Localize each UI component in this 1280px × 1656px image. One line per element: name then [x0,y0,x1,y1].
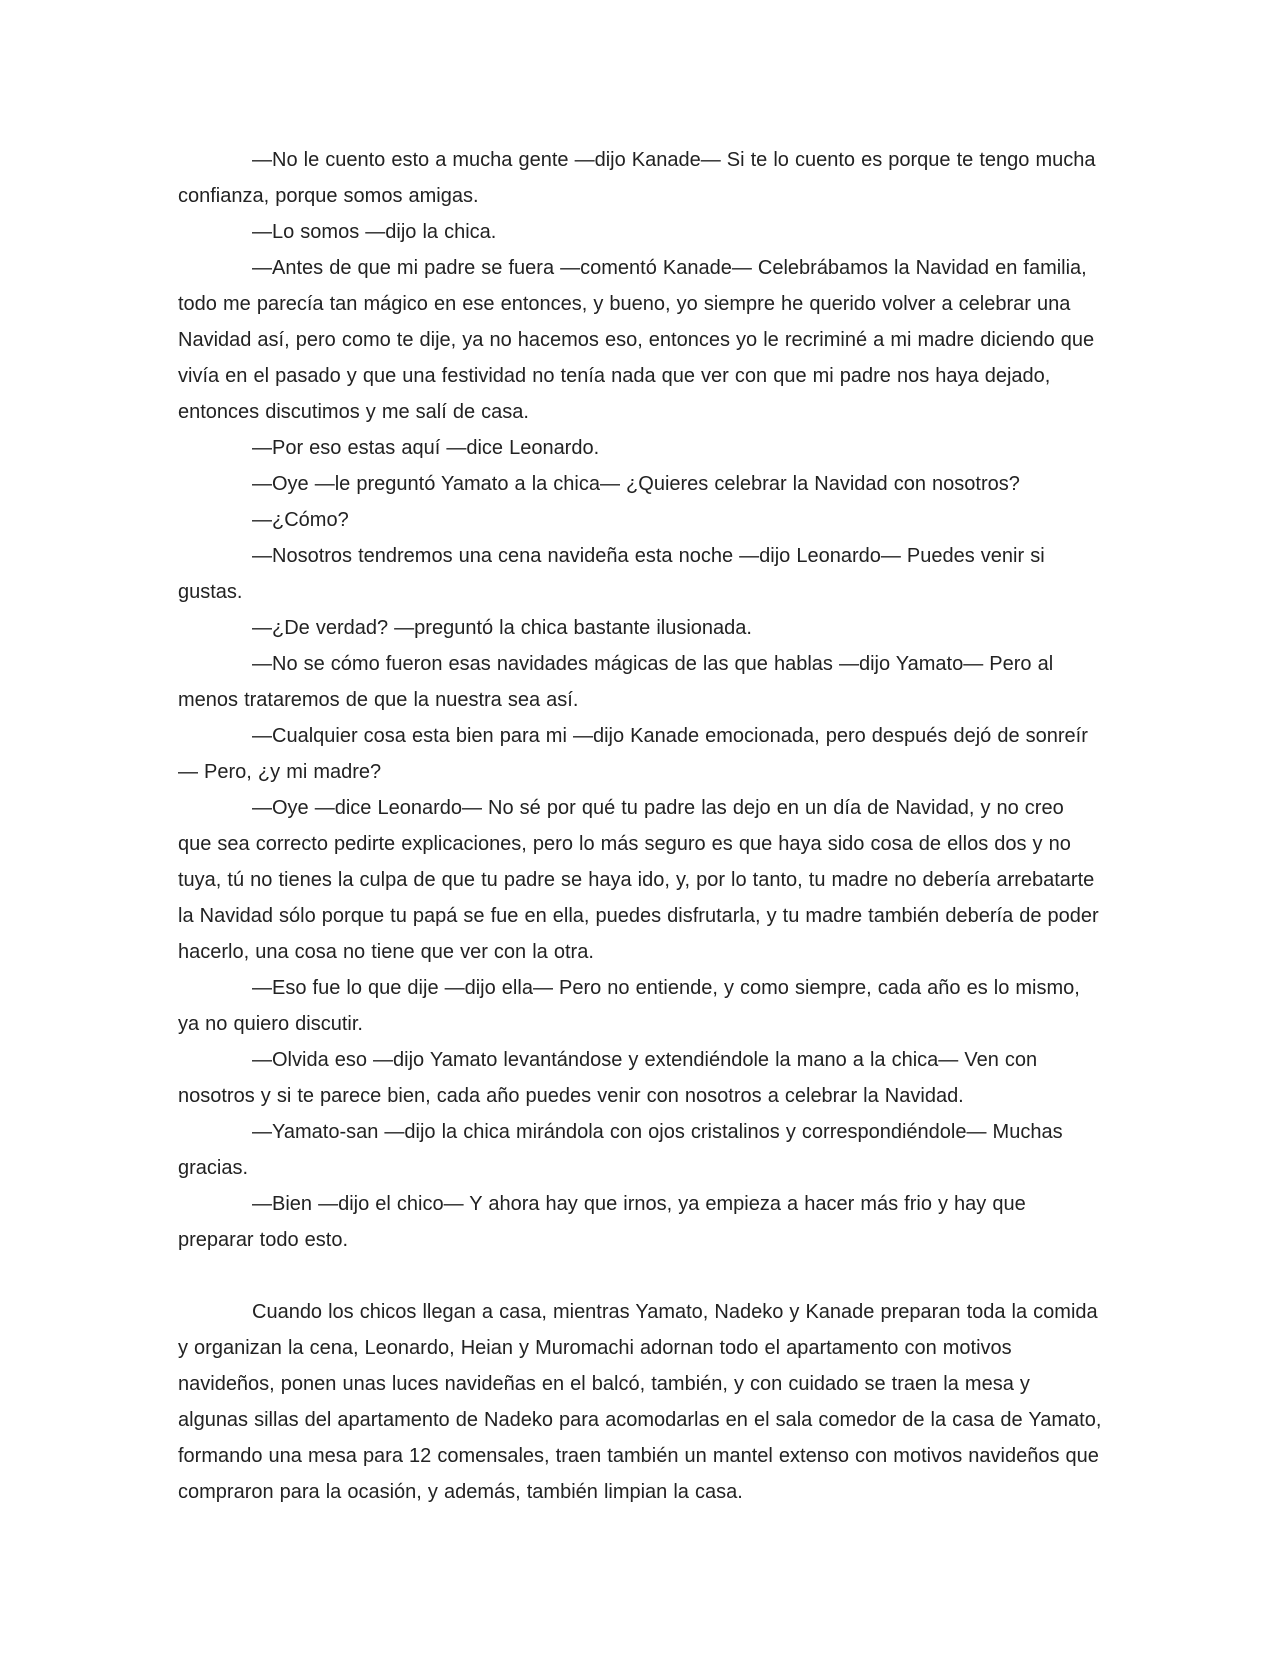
dialogue-paragraph: —Yamato-san —dijo la chica mirándola con ojos cristalinos y correspondiéndole— Muchas gracias. [178,1121,1063,1179]
dialogue-paragraph: —¿De verdad? —preguntó la chica bastante ilusionada. [252,617,752,639]
dialogue-paragraph: —Antes de que mi padre se fuera —comentó Kanade— Celebrábamos la Navidad en familia, todo me parecía tan mágico en ese entonces, y bueno, yo siempre he querido volver a celebrar una Navidad así, pero como te dije, ya no hacemos eso, entonces yo le recriminé a mi madre diciendo que vivía en el pasado y que una festividad no tenía nada que ver con que mi padre nos haya dejado, entonces discutimos y me salí de casa. [178,257,1095,423]
dialogue-paragraph: —Oye —dice Leonardo— No sé por qué tu padre las dejo en un día de Navidad, y no creo que sea correcto pedirte explicaciones, pero lo más seguro es que haya sido cosa de ellos dos y no tuya, tú no tienes la culpa de que tu padre se haya ido, y, por lo tanto, tu madre no debería arrebatarte la Navidad sólo porque tu papá se fue en ella, puedes disfrutarla, y tu madre también debería de poder hacerlo, una cosa no tiene que ver con la otra. [178,797,1099,963]
dialogue-paragraph: —No se cómo fueron esas navidades mágicas de las que hablas —dijo Yamato— Pero al menos trataremos de que la nuestra sea así. [178,653,1054,711]
dialogue-paragraph: —Eso fue lo que dije —dijo ella— Pero no entiende, y como siempre, cada año es lo mismo, ya no quiero discutir. [178,977,1080,1035]
dialogue-paragraph: —Lo somos —dijo la chica. [252,221,497,243]
document-page [178,142,1103,1510]
dialogue-paragraph: —Olvida eso —dijo Yamato levantándose y extendiéndole la mano a la chica— Ven con nosotros y si te parece bien, cada año puedes venir con nosotros a celebrar la Navidad. [178,1049,1038,1107]
dialogue-paragraph: —Bien —dijo el chico— Y ahora hay que irnos, ya empieza a hacer más frio y hay que preparar todo esto. [178,1193,1026,1251]
dialogue-paragraph: —Cualquier cosa esta bien para mi —dijo Kanade emocionada, pero después dejó de sonreír— Pero, ¿y mi madre? [178,725,1088,783]
section-break [178,1258,1103,1294]
dialogue-paragraph: —Oye —le preguntó Yamato a la chica— ¿Quieres celebrar la Navidad con nosotros? [252,473,1020,495]
dialogue-paragraph: —Por eso estas aquí —dice Leonardo. [252,437,600,459]
narrative-paragraph: Cuando los chicos llegan a casa, mientras Yamato, Nadeko y Kanade preparan toda la comida y organizan la cena, Leonardo, Heian y Muromachi adornan todo el apartamento con motivos navideños, ponen unas luces navideñas en el balcó, también, y con cuidado se traen la mesa y algunas sillas del apartamento de Nadeko para acomodarlas en el sala comedor de la casa de Yamato, formando una mesa para 12 comensales, traen también un mantel extenso con motivos navideños que compraron para la ocasión, y además, también limpian la casa. [178,1301,1102,1503]
dialogue-paragraph: —¿Cómo? [252,509,349,531]
dialogue-paragraph: —No le cuento esto a mucha gente —dijo Kanade— Si te lo cuento es porque te tengo mucha confianza, porque somos amigas. [178,149,1096,207]
dialogue-paragraph: —Nosotros tendremos una cena navideña esta noche —dijo Leonardo— Puedes venir si gustas. [178,545,1045,603]
